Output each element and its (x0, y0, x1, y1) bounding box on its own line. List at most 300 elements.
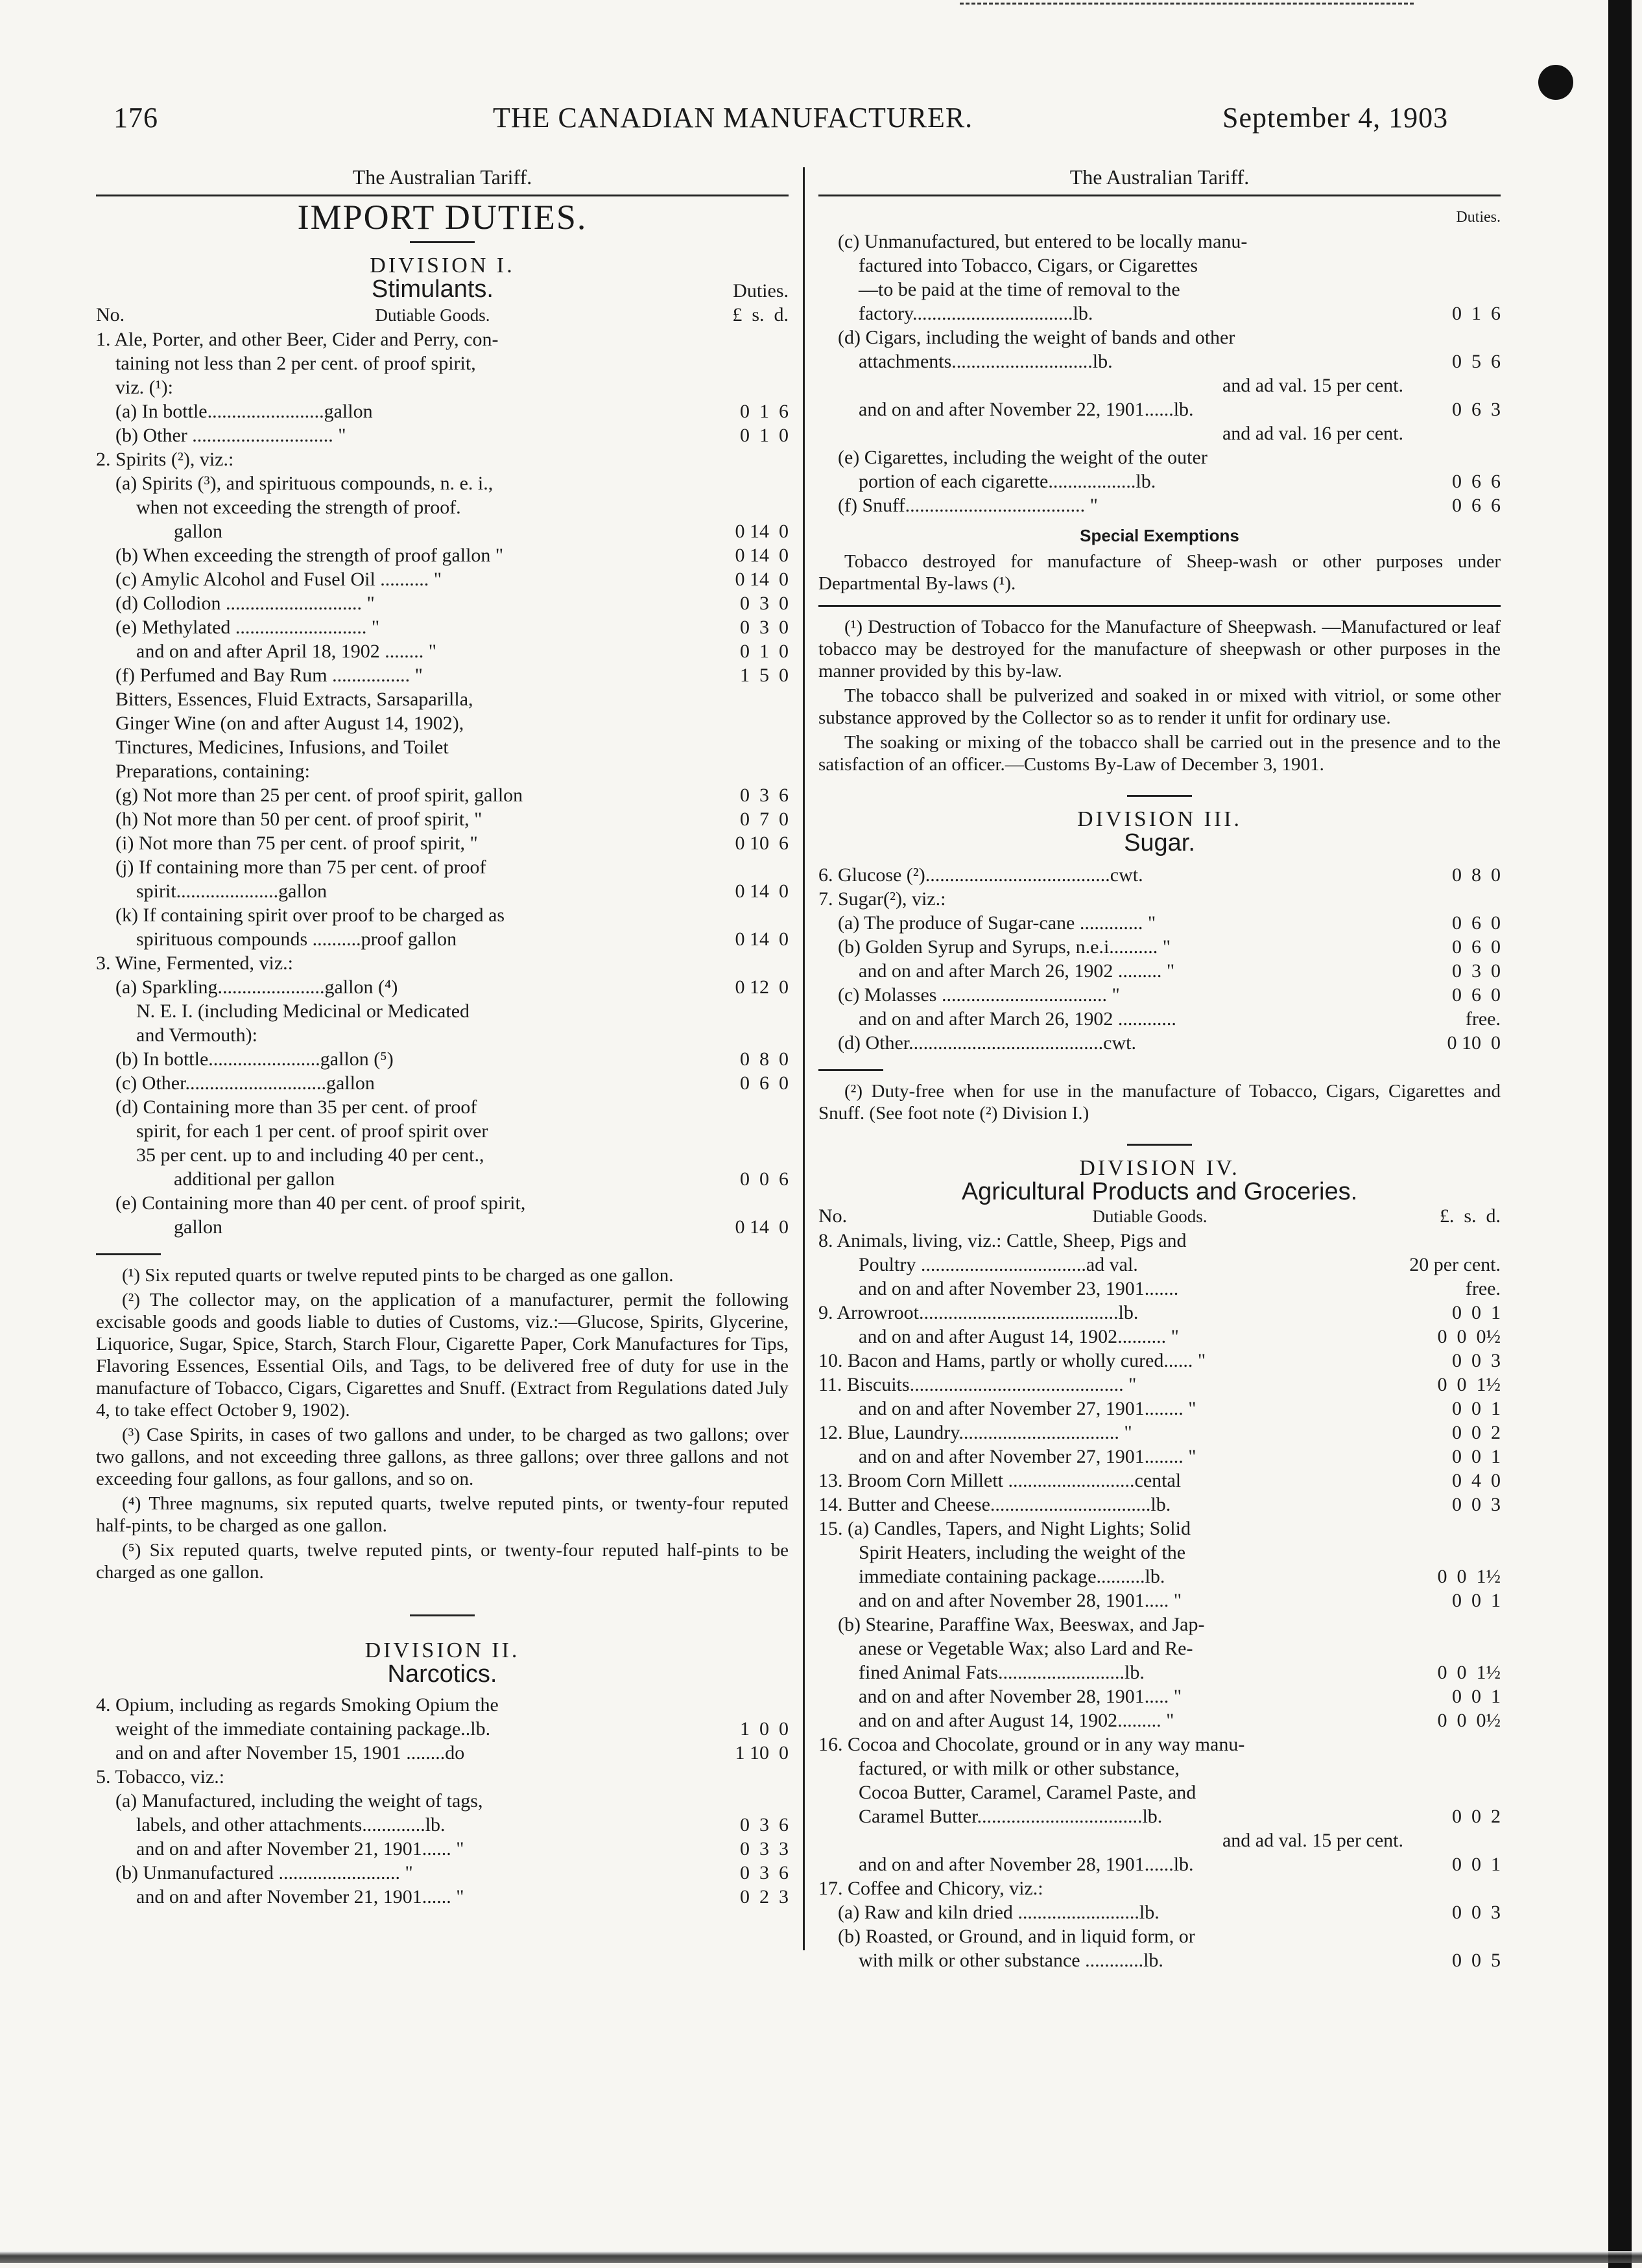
tariff-row (818, 1301, 1501, 1325)
tariff-duty-amount: 0 1 6 (1452, 303, 1501, 324)
tariff-duty-amount: 0 1 6 (740, 401, 789, 422)
division-heading: DIVISION III. (1077, 807, 1243, 831)
tariff-item-text: (f) Perfumed and Bay Rum ................ " (115, 665, 423, 686)
tariff-item-text: (c) Unmanufactured, but entered to be locally manu- (838, 231, 1248, 252)
tariff-row (818, 1277, 1501, 1301)
tariff-item-text: Poultry ..................................ad val. (859, 1254, 1138, 1275)
tariff-row (818, 1780, 1501, 1804)
tariff-item-text: (a) Spirits (³), and spirituous compounds, n. e. i., (115, 473, 494, 494)
column-headers (818, 1204, 1501, 1229)
tariff-row (818, 1876, 1501, 1900)
tariff-item-text: (b) Roasted, or Ground, and in liquid form, or (838, 1926, 1195, 1947)
tariff-item-text: and ad val. 16 per cent. (1222, 423, 1403, 444)
tariff-row (96, 471, 789, 495)
tariff-row (96, 1095, 789, 1119)
tariff-row (818, 278, 1501, 301)
tariff-duty-amount: free. (1465, 1008, 1501, 1030)
column-headers (818, 206, 1501, 230)
scan-edge-bottom (0, 2251, 1642, 2263)
tariff-row (96, 951, 789, 975)
tariff-row (96, 1789, 789, 1813)
tariff-item-text: and on and after November 28, 1901......lb. (859, 1854, 1194, 1875)
tariff-duty-amount: 0 4 0 (1452, 1470, 1501, 1491)
tariff-row (96, 1191, 789, 1215)
tariff-row (96, 903, 789, 927)
tariff-duty-amount: 0 0 1½ (1437, 1566, 1501, 1587)
tariff-item-text: and on and after March 26, 1902 ............ (859, 1008, 1176, 1030)
tariff-item-text: Caramel Butter..................................lb. (859, 1806, 1163, 1827)
tariff-row (96, 567, 789, 591)
tariff-item-text: spirit.....................gallon (136, 880, 327, 902)
running-head: The Australian Tariff. (352, 165, 532, 189)
tariff-item-text: with milk or other substance ............lb. (859, 1950, 1163, 1971)
tariff-row (818, 1732, 1501, 1756)
tariff-duty-amount: 0 0 5 (1452, 1950, 1501, 1971)
tariff-row (96, 591, 789, 615)
tariff-row (818, 325, 1501, 349)
tariff-item-text: 8. Animals, living, viz.: Cattle, Sheep, Pigs and (818, 1230, 1187, 1251)
tariff-row (818, 1445, 1501, 1469)
tariff-duty-amount: 0 5 6 (1452, 351, 1501, 372)
tariff-duty-amount: 0 14 0 (735, 521, 789, 542)
tariff-row (96, 687, 789, 711)
rule (96, 195, 789, 196)
tariff-duty-amount: 0 0 2 (1452, 1806, 1501, 1827)
tariff-row (818, 1828, 1501, 1852)
tariff-duty-amount: 0 7 0 (740, 809, 789, 830)
tariff-row (96, 735, 789, 759)
footnote: (²) The collector may, on the application of a manufacturer, permit the following excisable goods and goods liable to duties of Customs, viz.:—Glucose, Spirits, Glycerine, Liquorice, Sugar, Spice, Starch, Starch Flour, Cigarette Paper, Cork Manufactures for Tips, Flavoring Essences, Essential Oils, and Tags, to be delivered free of duty for use in the manufacture of Tobacco, Cigars, Cigarettes and Snuff. (Extract from Regulations dated July 4, to take effect October 9, 1902). (96, 1290, 789, 1421)
tariff-duty-amount: 0 8 0 (740, 1048, 789, 1070)
tariff-item-text: (b) Other ............................. " (115, 425, 346, 446)
tariff-duty-amount: 0 10 0 (1447, 1032, 1501, 1054)
tariff-row (96, 1167, 789, 1191)
tariff-duty-amount: 0 0 1 (1452, 1398, 1501, 1419)
goods-label: Dutiable Goods. (1092, 1207, 1208, 1226)
tariff-item-text: (a) Manufactured, including the weight of tags, (115, 1790, 483, 1812)
tariff-duty-amount: 0 3 6 (740, 1814, 789, 1836)
tariff-row (96, 831, 789, 855)
division-subheading: Sugar. (1124, 829, 1195, 856)
tariff-duty-amount: 0 3 0 (740, 593, 789, 614)
tariff-item-text: and on and after April 18, 1902 ........ " (136, 641, 436, 662)
tariff-item-text: (c) Other.............................gallon (115, 1072, 375, 1094)
tariff-row (96, 1047, 789, 1071)
tariff-item-text: 7. Sugar(²), viz.: (818, 888, 946, 910)
tariff-row (96, 1717, 789, 1741)
division-heading: DIVISION I. (370, 254, 515, 278)
rule (410, 241, 475, 243)
tariff-row (96, 375, 789, 399)
tariff-duty-amount: 0 6 0 (740, 1072, 789, 1094)
tariff-item-text: and on and after November 27, 1901........ " (859, 1398, 1196, 1419)
tariff-row (818, 1373, 1501, 1397)
tariff-item-text: (d) Other........................................cwt. (838, 1032, 1136, 1054)
tariff-row (818, 1397, 1501, 1421)
tariff-item-text: (c) Amylic Alcohol and Fusel Oil .......... " (115, 569, 442, 590)
special-paragraph: The tobacco shall be pulverized and soaked in or mixed with vitriol, or some other substance approved by the Collector so as to render it unfit for ordinary use. (818, 685, 1501, 728)
tariff-duty-amount: 0 2 3 (740, 1886, 789, 1908)
tariff-item-text: factured, or with milk or other substance, (859, 1758, 1180, 1779)
tariff-item-text: (d) Containing more than 35 per cent. of proof (115, 1096, 477, 1118)
tariff-row (96, 615, 789, 639)
tariff-duty-amount: 0 14 0 (735, 928, 789, 950)
tariff-row (818, 445, 1501, 469)
tariff-list-div3 (818, 863, 1501, 1055)
tariff-duty-amount: 0 3 6 (740, 785, 789, 806)
tariff-duty-amount: 0 0 3 (1452, 1902, 1501, 1923)
tariff-item-text: 2. Spirits (²), viz.: (96, 449, 234, 470)
tariff-row (96, 351, 789, 375)
tariff-row (96, 1119, 789, 1143)
tariff-duty-amount: 0 0 3 (1452, 1350, 1501, 1371)
tariff-duty-amount: 0 6 6 (1452, 495, 1501, 516)
tariff-row (818, 1349, 1501, 1373)
tariff-duty-amount: 0 3 0 (740, 617, 789, 638)
tariff-item-text: and on and after November 27, 1901........ " (859, 1446, 1196, 1467)
division-subheading-row (96, 278, 789, 303)
tariff-item-text: Spirit Heaters, including the weight of the (859, 1542, 1186, 1563)
tariff-row (818, 1948, 1501, 1972)
tariff-item-text: Cocoa Butter, Caramel, Caramel Paste, and (859, 1782, 1196, 1803)
no-label: No. (818, 1205, 848, 1227)
tariff-row (96, 759, 789, 783)
tariff-duty-amount: 0 0 1 (1452, 1590, 1501, 1611)
tariff-duty-amount: 0 3 6 (740, 1862, 789, 1884)
tariff-row (818, 1469, 1501, 1493)
tariff-item-text: gallon (174, 1216, 222, 1238)
tariff-item-text: and Vermouth): (136, 1024, 257, 1046)
tariff-item-text: 10. Bacon and Hams, partly or wholly cured...... " (818, 1350, 1206, 1371)
tariff-item-text: (d) Cigars, including the weight of bands and other (838, 327, 1235, 348)
tariff-row (818, 911, 1501, 935)
tariff-item-text: (f) Snuff..................................... " (838, 495, 1098, 516)
tariff-item-text: and on and after August 14, 1902.......... " (859, 1326, 1179, 1347)
footnotes (96, 1264, 789, 1583)
tariff-item-text: (b) Stearine, Paraffine Wax, Beeswax, and Jap- (838, 1614, 1205, 1635)
tariff-row (96, 519, 789, 543)
tariff-item-text: Ginger Wine (on and after August 14, 1902), (115, 713, 464, 734)
tariff-item-text: (a) Raw and kiln dried .........................lb. (838, 1902, 1160, 1923)
goods-label: Dutiable Goods. (375, 305, 490, 325)
tariff-row (818, 983, 1501, 1007)
tariff-item-text: when not exceeding the strength of proof. (136, 497, 461, 518)
tariff-row (818, 493, 1501, 517)
tariff-duty-amount: 0 0 0½ (1437, 1326, 1501, 1347)
running-head: The Australian Tariff. (1069, 165, 1250, 189)
division-heading: DIVISION IV. (1079, 1156, 1240, 1180)
tariff-duty-amount: 0 14 0 (735, 545, 789, 566)
duties-label: Duties. (733, 280, 789, 301)
tariff-duty-amount: 0 3 3 (740, 1838, 789, 1860)
issue-date: September 4, 1903 (1222, 102, 1449, 134)
column-headers (96, 303, 789, 327)
tariff-duty-amount: 0 0 3 (1452, 1494, 1501, 1515)
tariff-duty-amount: 0 6 0 (1452, 984, 1501, 1006)
tariff-item-text: gallon (174, 521, 222, 542)
tariff-duty-amount: 0 14 0 (735, 1216, 789, 1238)
tariff-duty-amount: 0 8 0 (1452, 864, 1501, 886)
tariff-row (96, 423, 789, 447)
tariff-item-text: —to be paid at the time of removal to the (859, 279, 1180, 300)
rule (410, 1614, 475, 1616)
tariff-row (96, 447, 789, 471)
tariff-row (818, 863, 1501, 887)
special-paragraph: (¹) Destruction of Tobacco for the Manufacture of Sheepwash. —Manufactured or leaf tobacco may be destroyed for the manufacture of sheepwash or other purposes in the manner provided by this by-law. (818, 617, 1501, 681)
rule (96, 1253, 161, 1255)
tariff-row (96, 975, 789, 999)
tariff-row (96, 543, 789, 567)
section-title: IMPORT DUTIES. (297, 198, 588, 237)
scan-edge (1608, 0, 1632, 2268)
tariff-item-text: immediate containing package..........lb. (859, 1566, 1165, 1587)
right-column (818, 165, 1501, 1972)
special-intro: Tobacco destroyed for manufacture of Sheep-wash or other purposes under Departmental By-laws (¹). (818, 551, 1501, 594)
tariff-duty-amount: 1 0 0 (740, 1718, 789, 1740)
tariff-row (96, 1765, 789, 1789)
tariff-item-text: Tinctures, Medicines, Infusions, and Toilet (115, 737, 449, 758)
tariff-item-text: (c) Molasses .................................. " (838, 984, 1120, 1006)
division-heading: DIVISION II. (364, 1638, 520, 1662)
tariff-item-text: anese or Vegetable Wax; also Lard and Re- (859, 1638, 1193, 1659)
tariff-list-div4 (818, 1229, 1501, 1972)
tariff-item-text: and on and after November 22, 1901......lb. (859, 399, 1194, 420)
tariff-duty-amount: 0 1 0 (740, 425, 789, 446)
tariff-duty-amount: 0 3 0 (1452, 960, 1501, 982)
tariff-item-text: 12. Blue, Laundry................................. " (818, 1422, 1132, 1443)
tariff-item-text: 5. Tobacco, viz.: (96, 1766, 225, 1788)
tariff-item-text: labels, and other attachments.............lb. (136, 1814, 446, 1836)
division-subheading: Narcotics. (387, 1660, 497, 1688)
tariff-row (818, 1541, 1501, 1565)
tariff-row (818, 469, 1501, 493)
tariff-item-text: 9. Arrowroot.........................................lb. (818, 1302, 1139, 1323)
tariff-duty-amount: 0 14 0 (735, 880, 789, 902)
tariff-row (96, 807, 789, 831)
division-subheading: Stimulants. (372, 278, 494, 301)
footnote: (³) Case Spirits, in cases of two gallons and under, to be charged as two gallons; over two gallons, and not exceeding three gallons, as three gallons; over three gallons and not exceeding four gallons, as four gallons, and so on. (96, 1424, 789, 1489)
duties-label: Duties. (1456, 209, 1501, 226)
tariff-item-text: portion of each cigarette..................lb. (859, 471, 1156, 492)
tariff-duty-amount: 0 10 6 (735, 833, 789, 854)
tariff-row (818, 1253, 1501, 1277)
rule (1127, 1144, 1192, 1146)
tariff-row (818, 349, 1501, 373)
tariff-row (96, 399, 789, 423)
tariff-duty-amount: 0 0 1½ (1437, 1662, 1501, 1683)
tariff-row (818, 1756, 1501, 1780)
tariff-row (818, 230, 1501, 254)
tariff-row (818, 397, 1501, 421)
tariff-row (818, 1517, 1501, 1541)
special-paragraphs (818, 616, 1501, 775)
tariff-item-text: (k) If containing spirit over proof to be charged as (115, 904, 505, 926)
tariff-item-text: taining not less than 2 per cent. of proof spirit, (115, 353, 476, 374)
tariff-item-text: 4. Opium, including as regards Smoking Opium the (96, 1694, 499, 1716)
tariff-item-text: 3. Wine, Fermented, viz.: (96, 952, 293, 974)
tariff-item-text: (e) Cigarettes, including the weight of the outer (838, 447, 1208, 468)
tariff-duty-amount: 0 0 1 (1452, 1854, 1501, 1875)
tariff-item-text: spirit, for each 1 per cent. of proof spirit over (136, 1120, 488, 1142)
tariff-item-text: (g) Not more than 25 per cent. of proof spirit, gallon (115, 785, 523, 806)
tariff-item-text: (j) If containing more than 75 per cent. of proof (115, 856, 486, 878)
tariff-duty-amount: 20 per cent. (1409, 1254, 1501, 1275)
tariff-item-text: attachments.............................lb. (859, 351, 1113, 372)
tariff-list-div1 (96, 327, 789, 1239)
tariff-item-text: (e) Methylated ........................... " (115, 617, 380, 638)
tariff-row (96, 999, 789, 1023)
tariff-item-text: factory.................................lb. (859, 303, 1093, 324)
tariff-row (818, 301, 1501, 325)
tariff-item-text: (e) Containing more than 40 per cent. of proof spirit, (115, 1192, 526, 1214)
tariff-item-text: and ad val. 15 per cent. (1222, 1830, 1403, 1851)
rule (1127, 795, 1192, 797)
tariff-item-text: and on and after November 28, 1901..... " (859, 1686, 1182, 1707)
tariff-row (96, 1071, 789, 1095)
tariff-duty-amount: free. (1465, 1278, 1501, 1299)
tariff-row (818, 1900, 1501, 1924)
tariff-row (818, 1684, 1501, 1708)
tariff-item-text: and on and after November 21, 1901...... " (136, 1838, 464, 1860)
tariff-row (96, 1741, 789, 1765)
tariff-item-text: (b) Unmanufactured ......................... " (115, 1862, 413, 1884)
tariff-item-text: (h) Not more than 50 per cent. of proof spirit, " (115, 809, 482, 830)
tariff-duty-amount: 0 6 0 (1452, 912, 1501, 934)
tariff-row (818, 1804, 1501, 1828)
tariff-row (818, 959, 1501, 983)
scan-mark (960, 3, 1414, 6)
tariff-item-text: fined Animal Fats..........................lb. (859, 1662, 1145, 1683)
units-label: £. s. d. (1439, 1205, 1501, 1227)
tariff-item-text: (a) The produce of Sugar-cane ............. " (838, 912, 1156, 934)
tariff-item-text: and on and after November 23, 1901....... (859, 1278, 1179, 1299)
tariff-item-text: additional per gallon (174, 1168, 335, 1190)
tariff-row (96, 1885, 789, 1909)
footnote: (⁵) Six reputed quarts, twelve reputed pints, or twenty-four reputed half-pints to be charged as one gallon. (96, 1540, 789, 1583)
tariff-item-text: 11. Biscuits............................................ " (818, 1374, 1137, 1395)
tariff-row (818, 935, 1501, 959)
tariff-row (96, 327, 789, 351)
tariff-item-text: (i) Not more than 75 per cent. of proof spirit, " (115, 833, 478, 854)
footnote: (⁴) Three magnums, six reputed quarts, twelve reputed pints, or twenty-four reputed half-pints, to be charged as one gallon. (96, 1493, 789, 1536)
tariff-item-text: and on and after March 26, 1902 ......... " (859, 960, 1175, 982)
page-number: 176 (113, 102, 158, 134)
page-title: THE CANADIAN MANUFACTURER. (493, 102, 973, 134)
tariff-row (96, 1861, 789, 1885)
special-paragraph: The soaking or mixing of the tobacco shall be carried out in the presence and to the satisfaction of an officer.—Customs By-Law of December 3, 1901. (818, 732, 1501, 775)
tariff-duty-amount: 0 0 6 (740, 1168, 789, 1190)
tariff-item-text: and on and after November 15, 1901 ........do (115, 1742, 465, 1764)
tariff-row (818, 1325, 1501, 1349)
tariff-row (818, 1007, 1501, 1031)
tariff-row (818, 1612, 1501, 1636)
tariff-row (96, 855, 789, 879)
tariff-row (96, 1693, 789, 1717)
tariff-item-text: viz. (¹): (115, 377, 173, 398)
tariff-item-text: 35 per cent. up to and including 40 per cent., (136, 1144, 484, 1166)
tariff-row (818, 421, 1501, 445)
tariff-row (818, 1924, 1501, 1948)
tariff-row (818, 1229, 1501, 1253)
tariff-item-text: 15. (a) Candles, Tapers, and Night Lights; Solid (818, 1518, 1191, 1539)
tariff-item-text: 1. Ale, Porter, and other Beer, Cider and Perry, con- (96, 329, 499, 350)
tariff-row (818, 1493, 1501, 1517)
tariff-item-text: 17. Coffee and Chicory, viz.: (818, 1878, 1043, 1899)
tariff-duty-amount: 0 0 2 (1452, 1422, 1501, 1443)
tariff-duty-amount: 0 0 1 (1452, 1446, 1501, 1467)
tariff-row (818, 1565, 1501, 1589)
tariff-row (96, 879, 789, 903)
tariff-row (818, 887, 1501, 911)
tariff-item-text: and on and after November 21, 1901...... " (136, 1886, 464, 1908)
units-label: £ s. d. (732, 304, 789, 325)
tariff-item-text: and ad val. 15 per cent. (1222, 375, 1403, 396)
tariff-item-text: 16. Cocoa and Chocolate, ground or in any way manu- (818, 1734, 1245, 1755)
tariff-item-text: Preparations, containing: (115, 761, 310, 782)
tariff-item-text: (b) When exceeding the strength of proof gallon " (115, 545, 504, 566)
tariff-duty-amount: 0 14 0 (735, 569, 789, 590)
footnote: (¹) Six reputed quarts or twelve reputed pints to be charged as one gallon. (122, 1265, 674, 1286)
tariff-item-text: and on and after November 28, 1901..... " (859, 1590, 1182, 1611)
tariff-list-div2 (96, 1693, 789, 1909)
tariff-duty-amount: 0 1 0 (740, 641, 789, 662)
tariff-row (96, 711, 789, 735)
tariff-list-div2-cont (818, 230, 1501, 517)
tariff-row (96, 495, 789, 519)
tariff-row (96, 639, 789, 663)
tariff-item-text: and on and after August 14, 1902......... " (859, 1710, 1174, 1731)
tariff-duty-amount: 0 0 1 (1452, 1686, 1501, 1707)
tariff-item-text: (b) Golden Syrup and Syrups, n.e.i.......... " (838, 936, 1171, 958)
tariff-item-text: (a) In bottle........................gallon (115, 401, 373, 422)
tariff-duty-amount: 1 5 0 (740, 665, 789, 686)
division-subheading: Agricultural Products and Groceries. (961, 1178, 1358, 1205)
ink-blot (1538, 65, 1573, 100)
tariff-item-text: spirituous compounds ..........proof gallon (136, 928, 457, 950)
tariff-item-text: factured into Tobacco, Cigars, or Cigarettes (859, 255, 1198, 276)
tariff-item-text: (d) Collodion ............................ " (115, 593, 375, 614)
tariff-row (96, 1143, 789, 1167)
tariff-row (96, 783, 789, 807)
division-note: (²) Duty-free when for use in the manufacture of Tobacco, Cigars, Cigarettes and Snuff. (See foot note (²) Division I.) (818, 1081, 1501, 1124)
tariff-duty-amount: 0 0 1 (1452, 1302, 1501, 1323)
tariff-row (818, 1708, 1501, 1732)
tariff-row (818, 1660, 1501, 1684)
tariff-row (96, 663, 789, 687)
tariff-item-text: N. E. I. (including Medicinal or Medicated (136, 1000, 470, 1022)
special-heading: Special Exemptions (1080, 526, 1239, 545)
tariff-item-text: weight of the immediate containing package..lb. (115, 1718, 491, 1740)
tariff-row (818, 1589, 1501, 1612)
tariff-duty-amount: 0 6 3 (1452, 399, 1501, 420)
tariff-duty-amount: 0 12 0 (735, 976, 789, 998)
tariff-item-text: (a) Sparkling......................gallon (⁴) (115, 976, 398, 998)
tariff-item-text: Bitters, Essences, Fluid Extracts, Sarsaparilla, (115, 689, 473, 710)
tariff-duty-amount: 0 0 1½ (1437, 1374, 1501, 1395)
rule (818, 195, 1501, 196)
rule (818, 605, 1501, 607)
tariff-row (96, 1813, 789, 1837)
tariff-row (818, 1852, 1501, 1876)
tariff-item-text: 6. Glucose (²)......................................cwt. (818, 864, 1143, 886)
tariff-duty-amount: 0 6 6 (1452, 471, 1501, 492)
tariff-row (818, 1636, 1501, 1660)
rule (818, 1069, 883, 1071)
tariff-row (818, 254, 1501, 278)
tariff-row (818, 373, 1501, 397)
tariff-duty-amount: 1 10 0 (735, 1742, 789, 1764)
tariff-item-text: 13. Broom Corn Millett ..........................cental (818, 1470, 1182, 1491)
